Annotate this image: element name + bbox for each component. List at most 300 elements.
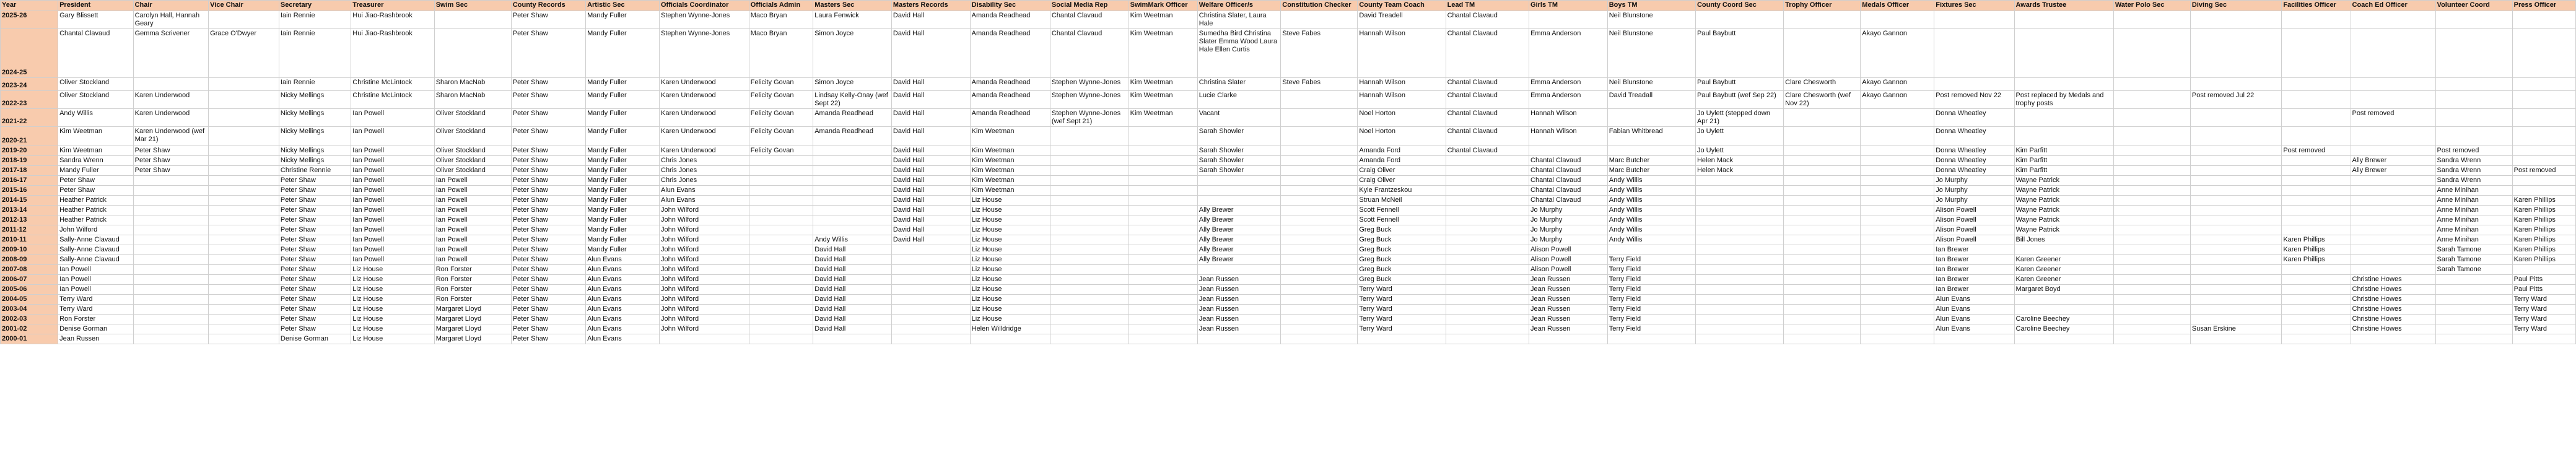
- cell-chair[interactable]: [133, 245, 209, 255]
- cell-social-media-rep[interactable]: [1050, 186, 1129, 196]
- cell-social-media-rep[interactable]: Stephen Wynne-Jones: [1050, 91, 1129, 109]
- cell-press-officer[interactable]: Karen Phillips: [2512, 225, 2575, 235]
- header-county-records[interactable]: County Records: [511, 1, 585, 11]
- cell-county-team-coach[interactable]: Hannah Wilson: [1358, 29, 1446, 78]
- cell-county-records[interactable]: Peter Shaw: [511, 275, 585, 285]
- cell-treasurer[interactable]: Liz House: [351, 305, 434, 315]
- cell-press-officer[interactable]: Terry Ward: [2512, 305, 2575, 315]
- cell-president[interactable]: Ian Powell: [58, 265, 134, 275]
- header-disability-sec[interactable]: Disability Sec: [970, 1, 1050, 11]
- cell-press-officer[interactable]: [2512, 109, 2575, 127]
- cell-county-records[interactable]: Peter Shaw: [511, 305, 585, 315]
- cell-lead-tm[interactable]: [1446, 255, 1529, 265]
- cell-masters-sec[interactable]: David Hall: [813, 255, 892, 265]
- cell-girls-tm[interactable]: Jo Murphy: [1529, 206, 1608, 215]
- cell-social-media-rep[interactable]: [1050, 176, 1129, 186]
- cell-social-media-rep[interactable]: Stephen Wynne-Jones: [1050, 78, 1129, 91]
- cell-masters-sec[interactable]: [813, 156, 892, 166]
- cell-girls-tm[interactable]: Hannah Wilson: [1529, 127, 1608, 146]
- cell-swimmark-officer[interactable]: [1129, 305, 1197, 315]
- cell-awards-trustee[interactable]: [2014, 29, 2113, 78]
- cell-masters-records[interactable]: David Hall: [891, 166, 970, 176]
- cell-trophy-officer[interactable]: [1784, 324, 1861, 334]
- cell-swim-sec[interactable]: Ian Powell: [434, 196, 511, 206]
- header-president[interactable]: President: [58, 1, 134, 11]
- cell-trophy-officer[interactable]: [1784, 315, 1861, 324]
- cell-president[interactable]: Sandra Wrenn: [58, 156, 134, 166]
- cell-awards-trustee[interactable]: Karen Greener: [2014, 255, 2113, 265]
- cell-president[interactable]: Kim Weetman: [58, 146, 134, 156]
- cell-county-coord-sec[interactable]: Paul Baybutt (wef Sep 22): [1695, 91, 1783, 109]
- cell-secretary[interactable]: Peter Shaw: [279, 255, 351, 265]
- cell-constitution-checker[interactable]: [1281, 146, 1358, 156]
- cell-diving-sec[interactable]: [2190, 166, 2281, 176]
- cell-chair[interactable]: [133, 78, 209, 91]
- cell-artistic-sec[interactable]: Mandy Fuller: [586, 176, 660, 186]
- cell-trophy-officer[interactable]: [1784, 29, 1861, 78]
- cell-swimmark-officer[interactable]: [1129, 127, 1197, 146]
- cell-president[interactable]: Terry Ward: [58, 295, 134, 305]
- cell-boys-tm[interactable]: Terry Field: [1607, 295, 1695, 305]
- cell-county-team-coach[interactable]: Terry Ward: [1358, 315, 1446, 324]
- cell-fixtures-sec[interactable]: Donna Wheatley: [1934, 146, 2014, 156]
- cell-secretary[interactable]: Nicky Mellings: [279, 91, 351, 109]
- cell-president[interactable]: Mandy Fuller: [58, 166, 134, 176]
- cell-fixtures-sec[interactable]: Ian Brewer: [1934, 255, 2014, 265]
- cell-county-team-coach[interactable]: Greg Buck: [1358, 265, 1446, 275]
- cell-boys-tm[interactable]: Marc Butcher: [1607, 166, 1695, 176]
- cell-welfare-officer-s[interactable]: Lucie Clarke: [1197, 91, 1280, 109]
- cell-masters-sec[interactable]: David Hall: [813, 295, 892, 305]
- header-diving-sec[interactable]: Diving Sec: [2190, 1, 2281, 11]
- cell-secretary[interactable]: Peter Shaw: [279, 285, 351, 295]
- cell-girls-tm[interactable]: Alison Powell: [1529, 255, 1608, 265]
- cell-social-media-rep[interactable]: [1050, 235, 1129, 245]
- cell-disability-sec[interactable]: Liz House: [970, 295, 1050, 305]
- cell-masters-sec[interactable]: David Hall: [813, 275, 892, 285]
- cell-welfare-officer-s[interactable]: [1197, 334, 1280, 344]
- cell-swim-sec[interactable]: Ian Powell: [434, 215, 511, 225]
- cell-disability-sec[interactable]: Liz House: [970, 245, 1050, 255]
- cell-disability-sec[interactable]: Liz House: [970, 206, 1050, 215]
- cell-chair[interactable]: [133, 324, 209, 334]
- cell-vice-chair[interactable]: [209, 324, 279, 334]
- cell-officials-admin[interactable]: Felicity Govan: [749, 109, 813, 127]
- cell-secretary[interactable]: Peter Shaw: [279, 275, 351, 285]
- cell-lead-tm[interactable]: [1446, 295, 1529, 305]
- cell-treasurer[interactable]: Liz House: [351, 334, 434, 344]
- cell-coach-ed-officer[interactable]: [2351, 146, 2435, 156]
- cell-volunteer-coord[interactable]: [2435, 295, 2512, 305]
- header-trophy-officer[interactable]: Trophy Officer: [1784, 1, 1861, 11]
- cell-officials-coordinator[interactable]: John Wilford: [660, 206, 749, 215]
- cell-coach-ed-officer[interactable]: Christine Howes: [2351, 315, 2435, 324]
- cell-press-officer[interactable]: [2512, 91, 2575, 109]
- cell-county-team-coach[interactable]: Greg Buck: [1358, 255, 1446, 265]
- cell-trophy-officer[interactable]: [1784, 166, 1861, 176]
- cell-treasurer[interactable]: Ian Powell: [351, 109, 434, 127]
- cell-artistic-sec[interactable]: Mandy Fuller: [586, 29, 660, 78]
- cell-volunteer-coord[interactable]: [2435, 315, 2512, 324]
- cell-welfare-officer-s[interactable]: Ally Brewer: [1197, 255, 1280, 265]
- cell-chair[interactable]: Karen Underwood: [133, 91, 209, 109]
- cell-fixtures-sec[interactable]: Donna Wheatley: [1934, 156, 2014, 166]
- cell-county-coord-sec[interactable]: [1695, 255, 1783, 265]
- cell-county-coord-sec[interactable]: [1695, 176, 1783, 186]
- cell-county-team-coach[interactable]: Greg Buck: [1358, 275, 1446, 285]
- cell-facilities-officer[interactable]: [2282, 206, 2351, 215]
- cell-fixtures-sec[interactable]: Jo Murphy: [1934, 176, 2014, 186]
- cell-county-coord-sec[interactable]: [1695, 11, 1783, 29]
- cell-secretary[interactable]: Peter Shaw: [279, 215, 351, 225]
- cell-disability-sec[interactable]: Kim Weetman: [970, 146, 1050, 156]
- cell-constitution-checker[interactable]: [1281, 235, 1358, 245]
- cell-artistic-sec[interactable]: Mandy Fuller: [586, 245, 660, 255]
- cell-secretary[interactable]: Peter Shaw: [279, 176, 351, 186]
- cell-water-polo-sec[interactable]: [2113, 225, 2190, 235]
- year-cell[interactable]: 2011-12: [1, 225, 58, 235]
- cell-chair[interactable]: Karen Underwood: [133, 109, 209, 127]
- cell-constitution-checker[interactable]: [1281, 109, 1358, 127]
- cell-diving-sec[interactable]: [2190, 315, 2281, 324]
- cell-swim-sec[interactable]: [434, 29, 511, 78]
- cell-diving-sec[interactable]: [2190, 176, 2281, 186]
- cell-social-media-rep[interactable]: [1050, 324, 1129, 334]
- cell-masters-sec[interactable]: David Hall: [813, 305, 892, 315]
- cell-welfare-officer-s[interactable]: Ally Brewer: [1197, 215, 1280, 225]
- cell-volunteer-coord[interactable]: Sarah Tamone: [2435, 255, 2512, 265]
- cell-disability-sec[interactable]: Liz House: [970, 196, 1050, 206]
- cell-diving-sec[interactable]: [2190, 206, 2281, 215]
- cell-county-coord-sec[interactable]: [1695, 235, 1783, 245]
- cell-press-officer[interactable]: Karen Phillips: [2512, 196, 2575, 206]
- cell-swim-sec[interactable]: Oliver Stockland: [434, 127, 511, 146]
- cell-vice-chair[interactable]: [209, 315, 279, 324]
- cell-swimmark-officer[interactable]: [1129, 166, 1197, 176]
- cell-facilities-officer[interactable]: [2282, 176, 2351, 186]
- cell-county-team-coach[interactable]: Terry Ward: [1358, 324, 1446, 334]
- cell-volunteer-coord[interactable]: [2435, 11, 2512, 29]
- cell-medals-officer[interactable]: [1861, 275, 1934, 285]
- cell-trophy-officer[interactable]: [1784, 295, 1861, 305]
- cell-officials-admin[interactable]: [749, 255, 813, 265]
- cell-secretary[interactable]: Peter Shaw: [279, 324, 351, 334]
- cell-social-media-rep[interactable]: [1050, 255, 1129, 265]
- cell-county-coord-sec[interactable]: [1695, 215, 1783, 225]
- cell-facilities-officer[interactable]: [2282, 285, 2351, 295]
- cell-artistic-sec[interactable]: Mandy Fuller: [586, 166, 660, 176]
- cell-chair[interactable]: [133, 334, 209, 344]
- cell-boys-tm[interactable]: Terry Field: [1607, 324, 1695, 334]
- cell-swim-sec[interactable]: [434, 11, 511, 29]
- cell-fixtures-sec[interactable]: Alison Powell: [1934, 206, 2014, 215]
- cell-county-team-coach[interactable]: [1358, 334, 1446, 344]
- cell-disability-sec[interactable]: Liz House: [970, 235, 1050, 245]
- cell-county-records[interactable]: Peter Shaw: [511, 156, 585, 166]
- cell-coach-ed-officer[interactable]: Christine Howes: [2351, 285, 2435, 295]
- cell-fixtures-sec[interactable]: Alison Powell: [1934, 225, 2014, 235]
- cell-social-media-rep[interactable]: [1050, 215, 1129, 225]
- cell-chair[interactable]: [133, 215, 209, 225]
- cell-fixtures-sec[interactable]: [1934, 11, 2014, 29]
- cell-welfare-officer-s[interactable]: Sumedha Bird Christina Slater Emma Wood Laura Hale Ellen Curtis: [1197, 29, 1280, 78]
- cell-welfare-officer-s[interactable]: Ally Brewer: [1197, 206, 1280, 215]
- cell-disability-sec[interactable]: Amanda Readhead: [970, 78, 1050, 91]
- cell-swimmark-officer[interactable]: [1129, 265, 1197, 275]
- year-cell[interactable]: 2008-09: [1, 255, 58, 265]
- cell-treasurer[interactable]: Ian Powell: [351, 127, 434, 146]
- year-cell[interactable]: 2014-15: [1, 196, 58, 206]
- cell-county-records[interactable]: Peter Shaw: [511, 215, 585, 225]
- cell-trophy-officer[interactable]: [1784, 206, 1861, 215]
- cell-county-team-coach[interactable]: Terry Ward: [1358, 285, 1446, 295]
- cell-diving-sec[interactable]: [2190, 285, 2281, 295]
- cell-trophy-officer[interactable]: [1784, 156, 1861, 166]
- cell-county-records[interactable]: Peter Shaw: [511, 109, 585, 127]
- cell-disability-sec[interactable]: Liz House: [970, 305, 1050, 315]
- cell-chair[interactable]: [133, 275, 209, 285]
- cell-medals-officer[interactable]: [1861, 109, 1934, 127]
- header-coach-ed-officer[interactable]: Coach Ed Officer: [2351, 1, 2435, 11]
- header-masters-records[interactable]: Masters Records: [891, 1, 970, 11]
- cell-welfare-officer-s[interactable]: Ally Brewer: [1197, 235, 1280, 245]
- cell-president[interactable]: Sally-Anne Clavaud: [58, 235, 134, 245]
- cell-secretary[interactable]: Peter Shaw: [279, 265, 351, 275]
- cell-masters-records[interactable]: [891, 255, 970, 265]
- cell-artistic-sec[interactable]: Mandy Fuller: [586, 186, 660, 196]
- year-cell[interactable]: 2021-22: [1, 109, 58, 127]
- header-officials-admin[interactable]: Officials Admin: [749, 1, 813, 11]
- cell-lead-tm[interactable]: [1446, 176, 1529, 186]
- cell-officials-admin[interactable]: Felicity Govan: [749, 91, 813, 109]
- cell-boys-tm[interactable]: Andy Willis: [1607, 196, 1695, 206]
- cell-officials-admin[interactable]: [749, 324, 813, 334]
- cell-masters-records[interactable]: [891, 275, 970, 285]
- cell-medals-officer[interactable]: [1861, 265, 1934, 275]
- cell-fixtures-sec[interactable]: Donna Wheatley: [1934, 109, 2014, 127]
- cell-volunteer-coord[interactable]: [2435, 305, 2512, 315]
- cell-boys-tm[interactable]: Terry Field: [1607, 315, 1695, 324]
- cell-water-polo-sec[interactable]: [2113, 186, 2190, 196]
- cell-county-records[interactable]: Peter Shaw: [511, 295, 585, 305]
- cell-awards-trustee[interactable]: Wayne Patrick: [2014, 215, 2113, 225]
- cell-county-coord-sec[interactable]: [1695, 334, 1783, 344]
- cell-county-coord-sec[interactable]: [1695, 295, 1783, 305]
- cell-boys-tm[interactable]: [1607, 334, 1695, 344]
- cell-chair[interactable]: [133, 196, 209, 206]
- cell-press-officer[interactable]: [2512, 146, 2575, 156]
- cell-secretary[interactable]: Peter Shaw: [279, 225, 351, 235]
- cell-coach-ed-officer[interactable]: Post removed: [2351, 109, 2435, 127]
- cell-diving-sec[interactable]: [2190, 235, 2281, 245]
- cell-facilities-officer[interactable]: Karen Phillips: [2282, 255, 2351, 265]
- cell-chair[interactable]: [133, 255, 209, 265]
- cell-masters-sec[interactable]: Amanda Readhead: [813, 127, 892, 146]
- year-cell[interactable]: 2009-10: [1, 245, 58, 255]
- cell-volunteer-coord[interactable]: [2435, 334, 2512, 344]
- cell-county-records[interactable]: Peter Shaw: [511, 29, 585, 78]
- cell-coach-ed-officer[interactable]: [2351, 91, 2435, 109]
- cell-awards-trustee[interactable]: [2014, 334, 2113, 344]
- cell-press-officer[interactable]: Terry Ward: [2512, 295, 2575, 305]
- cell-swimmark-officer[interactable]: [1129, 324, 1197, 334]
- cell-social-media-rep[interactable]: [1050, 275, 1129, 285]
- cell-volunteer-coord[interactable]: [2435, 78, 2512, 91]
- header-swimmark-officer[interactable]: SwimMark Officer: [1129, 1, 1197, 11]
- cell-boys-tm[interactable]: Terry Field: [1607, 275, 1695, 285]
- cell-masters-records[interactable]: David Hall: [891, 127, 970, 146]
- cell-boys-tm[interactable]: Terry Field: [1607, 285, 1695, 295]
- cell-diving-sec[interactable]: [2190, 127, 2281, 146]
- cell-girls-tm[interactable]: [1529, 11, 1608, 29]
- cell-diving-sec[interactable]: [2190, 156, 2281, 166]
- cell-volunteer-coord[interactable]: Sandra Wrenn: [2435, 166, 2512, 176]
- cell-lead-tm[interactable]: [1446, 235, 1529, 245]
- cell-boys-tm[interactable]: [1607, 109, 1695, 127]
- cell-medals-officer[interactable]: [1861, 225, 1934, 235]
- cell-swim-sec[interactable]: Ian Powell: [434, 225, 511, 235]
- year-cell[interactable]: 2018-19: [1, 156, 58, 166]
- cell-secretary[interactable]: Nicky Mellings: [279, 156, 351, 166]
- cell-girls-tm[interactable]: Emma Anderson: [1529, 78, 1608, 91]
- cell-vice-chair[interactable]: [209, 146, 279, 156]
- cell-disability-sec[interactable]: Liz House: [970, 265, 1050, 275]
- cell-masters-sec[interactable]: [813, 186, 892, 196]
- cell-officials-admin[interactable]: [749, 285, 813, 295]
- cell-president[interactable]: Peter Shaw: [58, 186, 134, 196]
- cell-diving-sec[interactable]: [2190, 196, 2281, 206]
- cell-swimmark-officer[interactable]: [1129, 275, 1197, 285]
- cell-water-polo-sec[interactable]: [2113, 315, 2190, 324]
- cell-secretary[interactable]: Peter Shaw: [279, 235, 351, 245]
- cell-social-media-rep[interactable]: [1050, 156, 1129, 166]
- cell-county-team-coach[interactable]: Amanda Ford: [1358, 146, 1446, 156]
- cell-chair[interactable]: Karen Underwood (wef Mar 21): [133, 127, 209, 146]
- cell-trophy-officer[interactable]: [1784, 305, 1861, 315]
- cell-facilities-officer[interactable]: [2282, 305, 2351, 315]
- header-chair[interactable]: Chair: [133, 1, 209, 11]
- cell-fixtures-sec[interactable]: Alun Evans: [1934, 315, 2014, 324]
- cell-lead-tm[interactable]: [1446, 265, 1529, 275]
- cell-water-polo-sec[interactable]: [2113, 235, 2190, 245]
- cell-officials-admin[interactable]: Maco Bryan: [749, 29, 813, 78]
- cell-social-media-rep[interactable]: [1050, 285, 1129, 295]
- cell-vice-chair[interactable]: [209, 91, 279, 109]
- cell-county-coord-sec[interactable]: Jo Uylett: [1695, 127, 1783, 146]
- cell-county-records[interactable]: Peter Shaw: [511, 225, 585, 235]
- cell-county-coord-sec[interactable]: Paul Baybutt: [1695, 78, 1783, 91]
- cell-girls-tm[interactable]: Chantal Clavaud: [1529, 166, 1608, 176]
- cell-trophy-officer[interactable]: [1784, 245, 1861, 255]
- cell-disability-sec[interactable]: Kim Weetman: [970, 127, 1050, 146]
- cell-volunteer-coord[interactable]: [2435, 91, 2512, 109]
- cell-fixtures-sec[interactable]: Alun Evans: [1934, 305, 2014, 315]
- cell-girls-tm[interactable]: Jo Murphy: [1529, 235, 1608, 245]
- cell-vice-chair[interactable]: [209, 225, 279, 235]
- cell-lead-tm[interactable]: [1446, 206, 1529, 215]
- header-secretary[interactable]: Secretary: [279, 1, 351, 11]
- cell-diving-sec[interactable]: [2190, 78, 2281, 91]
- cell-medals-officer[interactable]: [1861, 186, 1934, 196]
- cell-secretary[interactable]: Peter Shaw: [279, 196, 351, 206]
- cell-vice-chair[interactable]: [209, 334, 279, 344]
- cell-masters-sec[interactable]: [813, 334, 892, 344]
- cell-fixtures-sec[interactable]: [1934, 78, 2014, 91]
- cell-fixtures-sec[interactable]: Alun Evans: [1934, 295, 2014, 305]
- cell-awards-trustee[interactable]: Post replaced by Medals and trophy posts: [2014, 91, 2113, 109]
- cell-social-media-rep[interactable]: [1050, 225, 1129, 235]
- cell-county-records[interactable]: Peter Shaw: [511, 315, 585, 324]
- cell-secretary[interactable]: Peter Shaw: [279, 295, 351, 305]
- cell-boys-tm[interactable]: Andy Willis: [1607, 176, 1695, 186]
- cell-secretary[interactable]: Peter Shaw: [279, 305, 351, 315]
- cell-welfare-officer-s[interactable]: Jean Russen: [1197, 324, 1280, 334]
- cell-trophy-officer[interactable]: [1784, 11, 1861, 29]
- cell-treasurer[interactable]: Ian Powell: [351, 156, 434, 166]
- cell-facilities-officer[interactable]: [2282, 265, 2351, 275]
- cell-volunteer-coord[interactable]: Anne Minihan: [2435, 225, 2512, 235]
- cell-swimmark-officer[interactable]: [1129, 176, 1197, 186]
- header-masters-sec[interactable]: Masters Sec: [813, 1, 892, 11]
- cell-lead-tm[interactable]: Chantal Clavaud: [1446, 29, 1529, 78]
- cell-vice-chair[interactable]: [209, 215, 279, 225]
- header-boys-tm[interactable]: Boys TM: [1607, 1, 1695, 11]
- cell-masters-records[interactable]: David Hall: [891, 78, 970, 91]
- cell-lead-tm[interactable]: [1446, 156, 1529, 166]
- cell-lead-tm[interactable]: Chantal Clavaud: [1446, 109, 1529, 127]
- cell-girls-tm[interactable]: Jean Russen: [1529, 275, 1608, 285]
- cell-coach-ed-officer[interactable]: [2351, 11, 2435, 29]
- cell-facilities-officer[interactable]: [2282, 166, 2351, 176]
- cell-diving-sec[interactable]: Susan Erskine: [2190, 324, 2281, 334]
- cell-boys-tm[interactable]: Andy Willis: [1607, 215, 1695, 225]
- cell-officials-coordinator[interactable]: John Wilford: [660, 255, 749, 265]
- cell-welfare-officer-s[interactable]: Sarah Showler: [1197, 166, 1280, 176]
- cell-facilities-officer[interactable]: [2282, 91, 2351, 109]
- cell-girls-tm[interactable]: Jean Russen: [1529, 324, 1608, 334]
- cell-chair[interactable]: Peter Shaw: [133, 166, 209, 176]
- cell-lead-tm[interactable]: [1446, 166, 1529, 176]
- cell-artistic-sec[interactable]: Alun Evans: [586, 275, 660, 285]
- cell-volunteer-coord[interactable]: Anne Minihan: [2435, 186, 2512, 196]
- cell-swim-sec[interactable]: Margaret Lloyd: [434, 334, 511, 344]
- cell-swimmark-officer[interactable]: Kim Weetman: [1129, 29, 1197, 78]
- header-volunteer-coord[interactable]: Volunteer Coord: [2435, 1, 2512, 11]
- cell-swimmark-officer[interactable]: [1129, 334, 1197, 344]
- cell-masters-records[interactable]: David Hall: [891, 156, 970, 166]
- cell-masters-sec[interactable]: David Hall: [813, 285, 892, 295]
- cell-lead-tm[interactable]: [1446, 315, 1529, 324]
- header-artistic-sec[interactable]: Artistic Sec: [586, 1, 660, 11]
- cell-president[interactable]: Andy Willis: [58, 109, 134, 127]
- cell-water-polo-sec[interactable]: [2113, 324, 2190, 334]
- cell-officials-admin[interactable]: [749, 176, 813, 186]
- cell-medals-officer[interactable]: [1861, 255, 1934, 265]
- cell-county-coord-sec[interactable]: [1695, 196, 1783, 206]
- header-constitution-checker[interactable]: Constitution Checker: [1281, 1, 1358, 11]
- cell-press-officer[interactable]: Karen Phillips: [2512, 245, 2575, 255]
- cell-officials-admin[interactable]: [749, 275, 813, 285]
- cell-water-polo-sec[interactable]: [2113, 78, 2190, 91]
- cell-boys-tm[interactable]: Neil Blunstone: [1607, 78, 1695, 91]
- cell-facilities-officer[interactable]: [2282, 78, 2351, 91]
- year-cell[interactable]: 2013-14: [1, 206, 58, 215]
- cell-boys-tm[interactable]: Neil Blunstone: [1607, 29, 1695, 78]
- cell-trophy-officer[interactable]: Clare Chesworth (wef Nov 22): [1784, 91, 1861, 109]
- cell-officials-coordinator[interactable]: John Wilford: [660, 275, 749, 285]
- cell-officials-coordinator[interactable]: John Wilford: [660, 295, 749, 305]
- cell-water-polo-sec[interactable]: [2113, 265, 2190, 275]
